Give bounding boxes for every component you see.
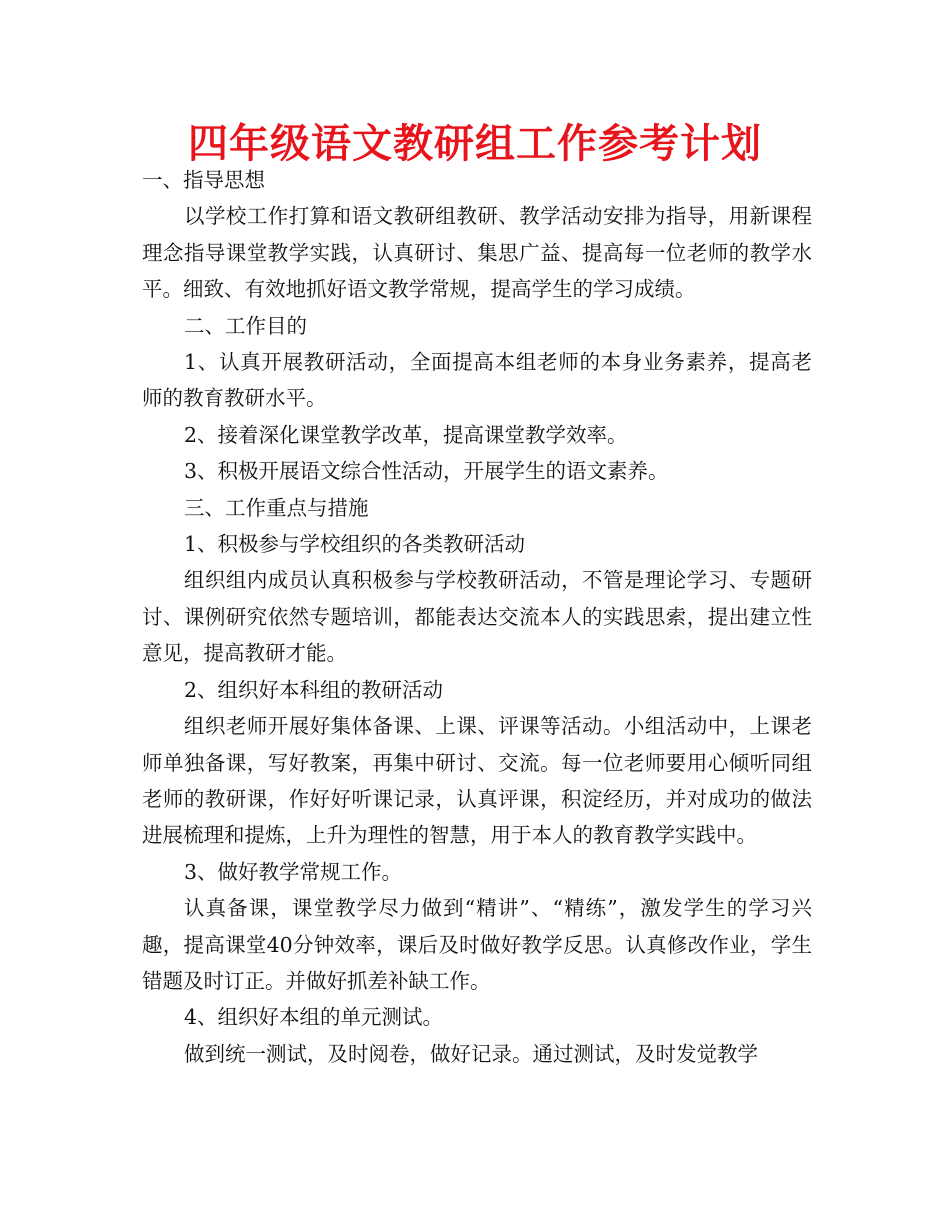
paragraph: 三、工作重点与措施	[184, 495, 369, 520]
paragraph: 1、认真开展教研活动，全面提高本组老师的本身业务素养，提高老师的教育教研水平。	[142, 350, 812, 411]
document-title: 四年级语文教研组工作参考计划	[188, 120, 762, 167]
paragraph: 3、做好教学常规工作。	[184, 859, 403, 884]
paragraph: 做到统一测试，及时阅卷，做好记录。通过测试，及时发觉教学	[184, 1041, 758, 1066]
paragraph: 组织老师开展好集体备课、上课、评课等活动。小组活动中，上课老师单独备课，写好教案，再集中研讨、交流。每一位老师要用心倾听同组老师的教研课，作好好听课记录，认真评课，积淀经历，并对成功的做法进展梳理和提炼，上升为理性的智慧，用于本人的教育教学实践中。	[142, 714, 812, 848]
document-body	[142, 162, 812, 1072]
paragraph: 1、积极参与学校组织的各类教研活动	[184, 532, 526, 557]
paragraph: 2、组织好本科组的教研活动	[184, 677, 444, 702]
paragraph: 4、组织好本组的单元测试。	[184, 1005, 444, 1030]
paragraph: 二、工作目的	[184, 313, 307, 338]
paragraph: 认真备课，课堂教学尽力做到“精讲”、“精练”，激发学生的学习兴趣，提高课堂40分钟效率，课后及时做好教学反思。认真修改作业，学生错题及时订正。并做好抓差补缺工作。	[142, 896, 812, 993]
paragraph: 组织组内成员认真积极参与学校教研活动，不管是理论学习、专题研讨、课例研究依然专题培训，都能表达交流本人的实践思索，提出建立性意见，提高教研才能。	[142, 568, 812, 666]
paragraph: 2、接着深化课堂教学改革，提高课堂教学效率。	[184, 422, 628, 447]
paragraph: 以学校工作打算和语文教研组教研、教学活动安排为指导，用新课程理念指导课堂教学实践，认真研讨、集思广益、提高每一位老师的教学水平。细致、有效地抓好语文教学常规，提高学生的学习成绩。	[142, 204, 812, 302]
paragraph: 3、积极开展语文综合性活动，开展学生的语文素养。	[184, 459, 669, 484]
paragraph: 一、指导思想	[142, 168, 265, 192]
